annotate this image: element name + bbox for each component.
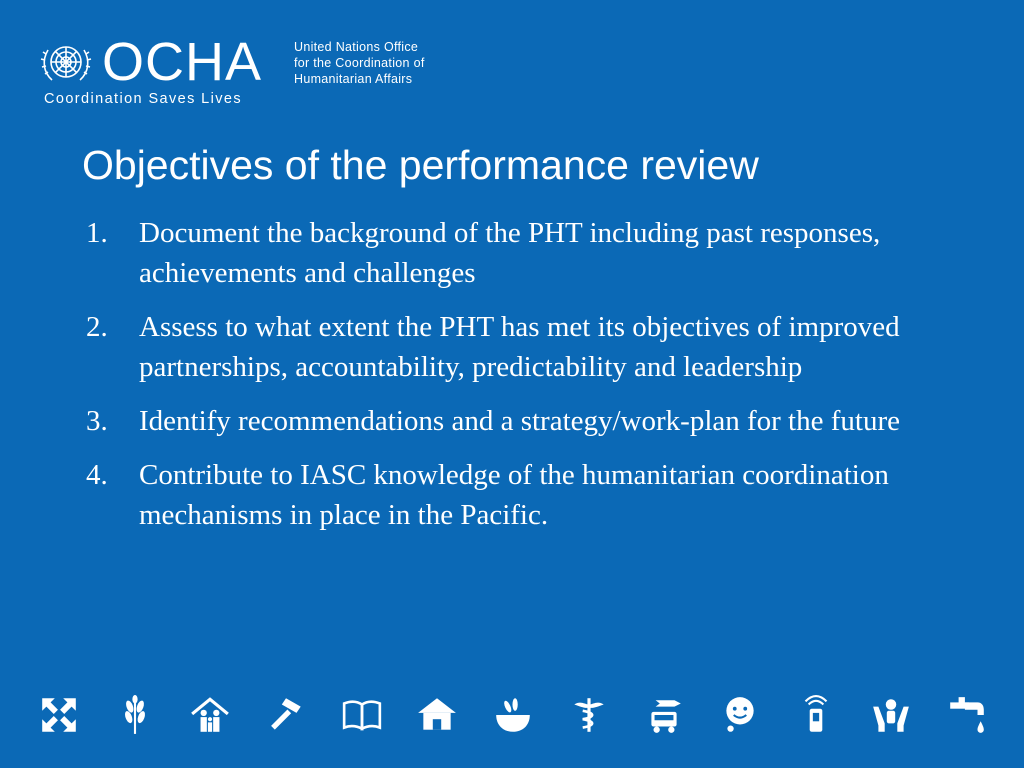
objective-number: 2.: [86, 311, 108, 343]
protection-hands-icon: [870, 694, 912, 736]
objective-text: Identify recommendations and a strategy/work-plan for the future: [139, 405, 900, 437]
un-emblem-icon: [38, 38, 94, 90]
agency-name-line: Humanitarian Affairs: [294, 72, 413, 86]
objective-number: 3.: [86, 405, 108, 437]
ocha-logo: [38, 32, 458, 112]
objective-item: [86, 455, 936, 535]
tagline: Coordination Saves Lives: [44, 91, 243, 107]
early-recovery-hammer-icon: [265, 694, 307, 736]
cluster-icon-bar: [38, 690, 988, 740]
telecommunications-icon: [795, 694, 837, 736]
slide-title: Objectives of the performance review: [82, 142, 759, 188]
agency-name-line: for the Coordination of: [294, 56, 425, 70]
objective-text: Contribute to IASC knowledge of the humanitarian coordination mechanisms in place in the Pacific.: [139, 459, 889, 531]
health-caduceus-icon: [568, 694, 610, 736]
coordination-arrows-icon: [38, 694, 80, 736]
agency-name: [294, 39, 425, 87]
objective-item: [86, 401, 936, 441]
emergency-shelter-icon: [416, 694, 458, 736]
shelter-family-icon: [189, 694, 231, 736]
education-book-icon: [341, 694, 383, 736]
objective-text: Assess to what extent the PHT has met its objectives of improved partnerships, accountability, predictability and leadership: [139, 311, 900, 383]
objective-text: Document the background of the PHT including past responses, achievements and challenges: [139, 217, 881, 289]
objective-item: [86, 213, 936, 293]
ocha-wordmark: OCHA: [102, 32, 263, 92]
nutrition-bowl-icon: [492, 694, 534, 736]
objective-item: [86, 307, 936, 387]
agency-name-line: United Nations Office: [294, 40, 419, 54]
agriculture-wheat-icon: [114, 694, 156, 736]
objective-number: 4.: [86, 459, 108, 491]
objective-number: 1.: [86, 217, 108, 249]
logistics-truck-plane-icon: [643, 694, 685, 736]
child-protection-face-icon: [719, 694, 761, 736]
water-tap-icon: [946, 694, 988, 736]
objectives-list: [86, 213, 936, 549]
